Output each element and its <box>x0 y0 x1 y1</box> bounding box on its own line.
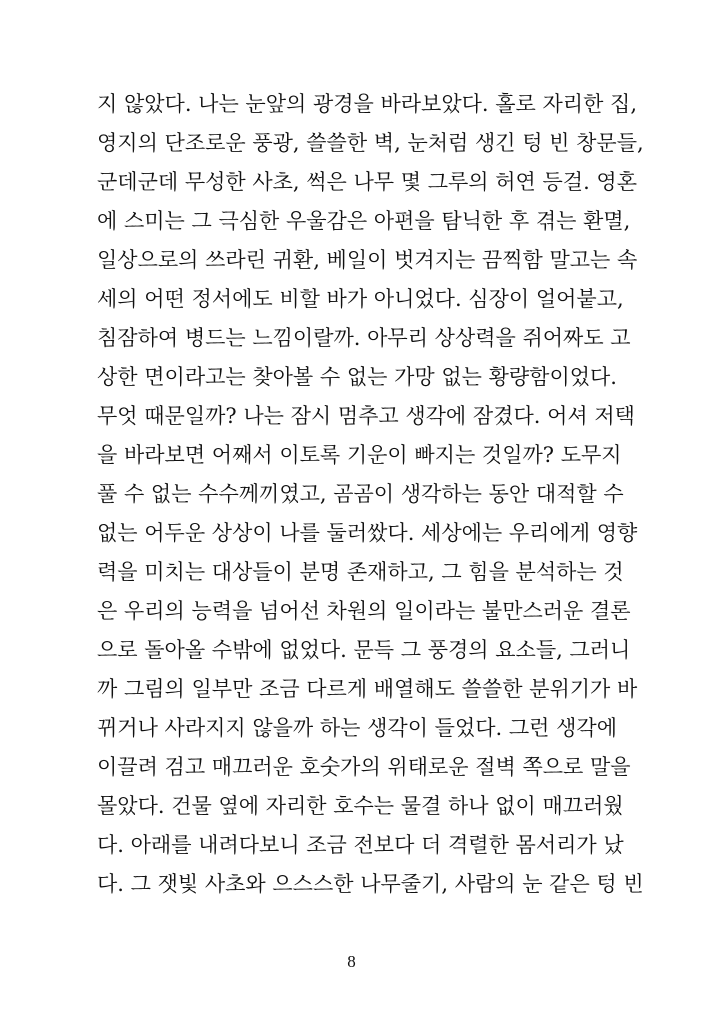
text-line: 일상으로의 쓰라린 귀환, 베일이 벗겨지는 끔찍함 말고는 속 <box>97 248 638 272</box>
text-line: 력을 미치는 대상들이 분명 존재하고, 그 힘을 분석하는 것 <box>97 560 624 584</box>
text-line: 상한 면이라고는 찾아볼 수 없는 가망 없는 황량함이었다. <box>97 365 617 389</box>
text-line: 뀌거나 사라지지 않을까 하는 생각이 들었다. 그런 생각에 <box>97 716 617 740</box>
text-line: 다. 그 잿빛 사초와 으스스한 나무줄기, 사람의 눈 같은 텅 빈 <box>97 872 644 896</box>
text-line: 은 우리의 능력을 넘어선 차원의 일이라는 불만스러운 결론 <box>97 599 631 623</box>
text-line: 영지의 단조로운 풍광, 쓸쓸한 벽, 눈처럼 생긴 텅 빈 창문들, <box>97 131 644 155</box>
text-line: 에 스미는 그 극심한 우울감은 아편을 탐닉한 후 겪는 환멸, <box>97 209 631 233</box>
text-line: 침잠하여 병드는 느낌이랄까. 아무리 상상력을 쥐어짜도 고 <box>97 326 631 350</box>
text-line: 풀 수 없는 수수께끼였고, 곰곰이 생각하는 동안 대적할 수 <box>97 482 624 506</box>
text-line: 없는 어두운 상상이 나를 둘러쌌다. 세상에는 우리에게 영향 <box>97 521 638 545</box>
text-line: 세의 어떤 정서에도 비할 바가 아니었다. 심장이 얼어붙고, <box>97 287 624 311</box>
text-line: 이끌려 검고 매끄러운 호숫가의 위태로운 절벽 쪽으로 말을 <box>97 755 631 779</box>
text-line: 까 그림의 일부만 조금 다르게 배열해도 쓸쓸한 분위기가 바 <box>97 677 638 701</box>
text-line: 으로 돌아올 수밖에 없었다. 문득 그 풍경의 요소들, 그러니 <box>97 638 631 662</box>
text-line: 몰았다. 건물 옆에 자리한 호수는 물결 하나 없이 매끄러웠 <box>97 794 624 818</box>
text-line: 지 않았다. 나는 눈앞의 광경을 바라보았다. 홀로 자리한 집, <box>97 92 638 116</box>
page-number: 8 <box>347 952 356 971</box>
body-text <box>97 85 644 904</box>
text-line: 군데군데 무성한 사초, 썩은 나무 몇 그루의 허연 등걸. 영혼 <box>97 170 638 194</box>
text-line: 다. 아래를 내려다보니 조금 전보다 더 격렬한 몸서리가 났 <box>97 833 624 857</box>
text-line: 을 바라보면 어째서 이토록 기운이 빠지는 것일까? 도무지 <box>97 443 622 467</box>
text-line: 무엇 때문일까? 나는 잠시 멈추고 생각에 잠겼다. 어셔 저택 <box>97 404 635 428</box>
